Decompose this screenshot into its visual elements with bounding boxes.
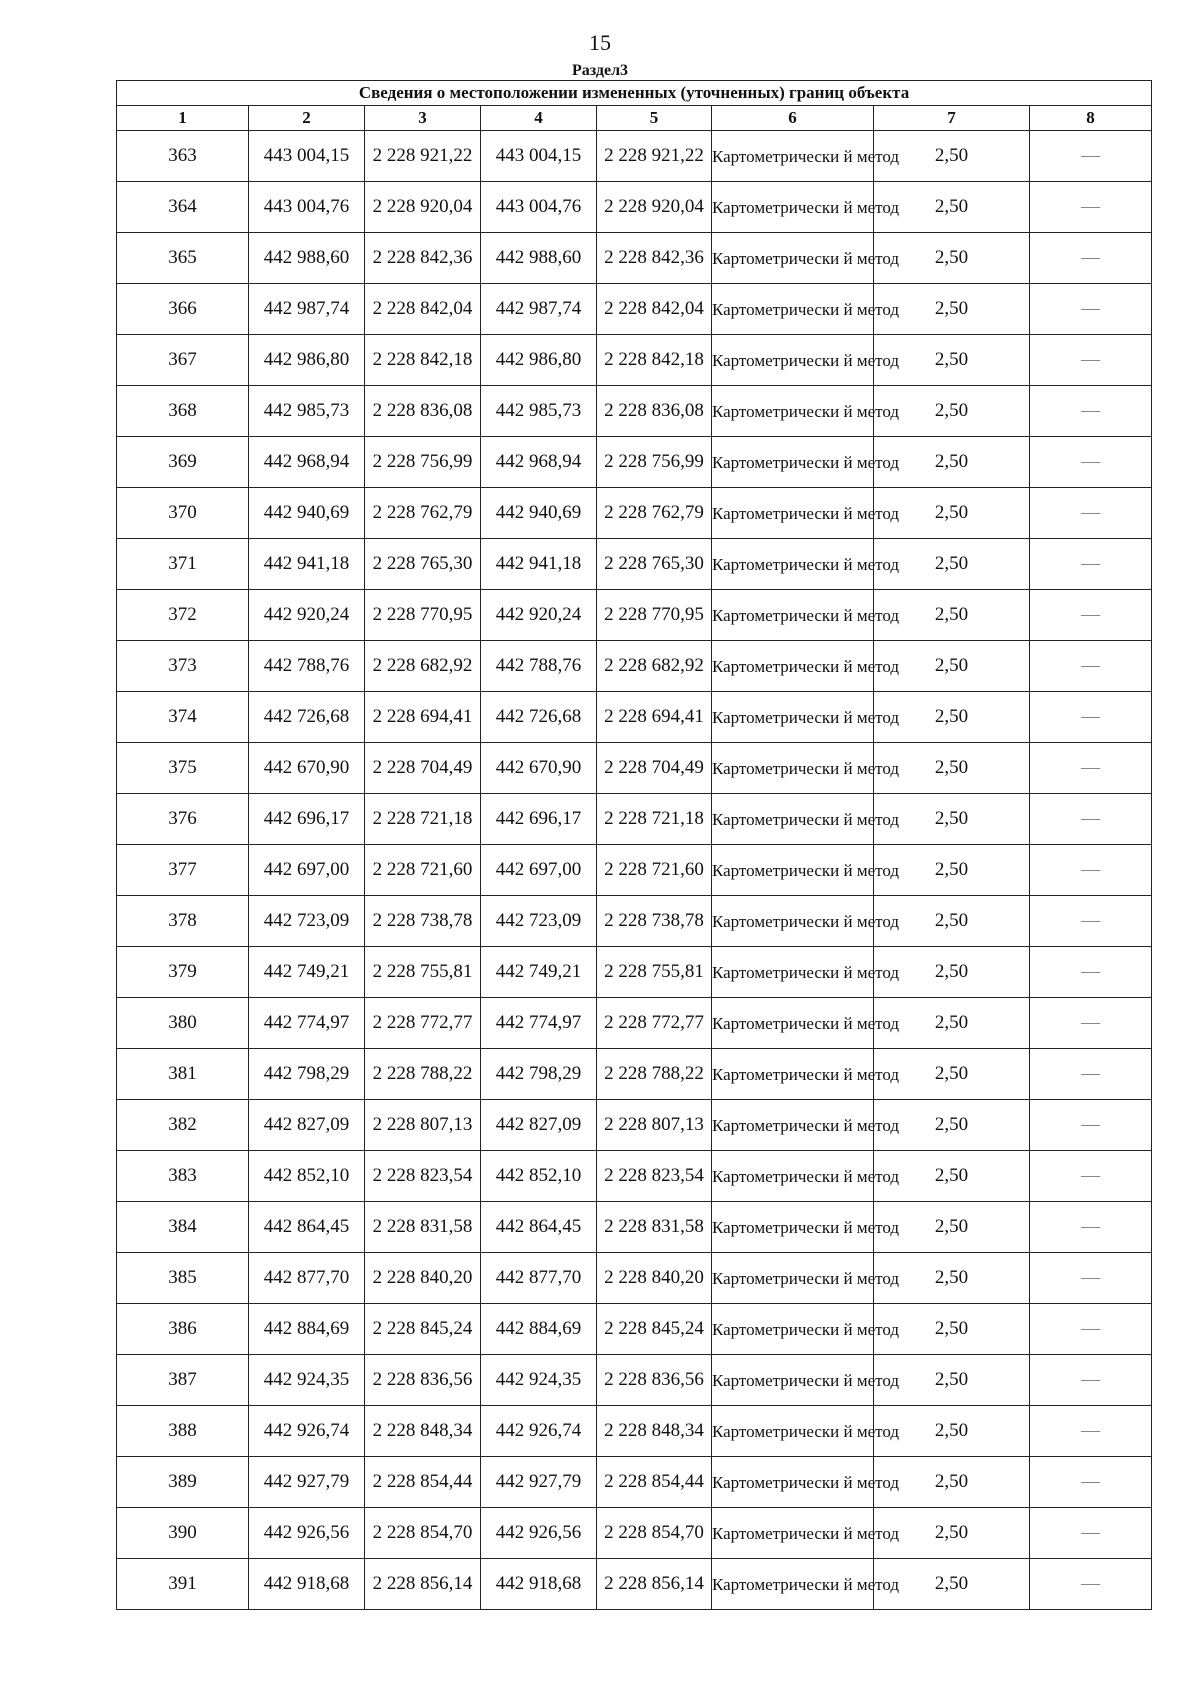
y-new-cell: 2 228 921,22	[597, 131, 712, 182]
x-old-cell: 442 927,79	[249, 1457, 365, 1508]
method-cell: Картометрически й метод	[712, 998, 874, 1049]
y-new-cell: 2 228 920,04	[597, 182, 712, 233]
x-new-cell: 442 941,18	[481, 539, 597, 590]
y-new-cell: 2 228 738,78	[597, 896, 712, 947]
y-old-cell: 2 228 682,92	[365, 641, 481, 692]
y-old-cell: 2 228 738,78	[365, 896, 481, 947]
y-old-cell: 2 228 694,41	[365, 692, 481, 743]
point-number-cell: 389	[117, 1457, 249, 1508]
description-cell: —	[1030, 1457, 1152, 1508]
method-cell: Картометрически й метод	[712, 386, 874, 437]
description-cell: —	[1030, 1559, 1152, 1610]
accuracy-cell: 2,50	[874, 182, 1030, 233]
y-new-cell: 2 228 842,04	[597, 284, 712, 335]
y-old-cell: 2 228 831,58	[365, 1202, 481, 1253]
x-old-cell: 442 749,21	[249, 947, 365, 998]
description-cell: —	[1030, 692, 1152, 743]
table-row	[117, 182, 1152, 233]
y-new-cell: 2 228 682,92	[597, 641, 712, 692]
accuracy-cell: 2,50	[874, 1355, 1030, 1406]
method-cell: Картометрически й метод	[712, 437, 874, 488]
table-row	[117, 1253, 1152, 1304]
point-number-cell: 381	[117, 1049, 249, 1100]
method-cell: Картометрически й метод	[712, 590, 874, 641]
y-old-cell: 2 228 920,04	[365, 182, 481, 233]
method-cell: Картометрически й метод	[712, 1355, 874, 1406]
table-row	[117, 488, 1152, 539]
method-cell: Картометрически й метод	[712, 845, 874, 896]
x-new-cell: 442 774,97	[481, 998, 597, 1049]
table-row	[117, 641, 1152, 692]
coordinates-table	[116, 80, 1152, 1610]
accuracy-cell: 2,50	[874, 1457, 1030, 1508]
method-cell: Картометрически й метод	[712, 1304, 874, 1355]
accuracy-cell: 2,50	[874, 845, 1030, 896]
y-old-cell: 2 228 836,56	[365, 1355, 481, 1406]
table-row	[117, 845, 1152, 896]
method-cell: Картометрически й метод	[712, 896, 874, 947]
point-number-cell: 373	[117, 641, 249, 692]
table-row	[117, 1559, 1152, 1610]
description-cell: —	[1030, 794, 1152, 845]
description-cell: —	[1030, 488, 1152, 539]
y-new-cell: 2 228 845,24	[597, 1304, 712, 1355]
accuracy-cell: 2,50	[874, 590, 1030, 641]
x-old-cell: 442 926,74	[249, 1406, 365, 1457]
description-cell: —	[1030, 1202, 1152, 1253]
accuracy-cell: 2,50	[874, 1508, 1030, 1559]
y-old-cell: 2 228 756,99	[365, 437, 481, 488]
x-new-cell: 442 924,35	[481, 1355, 597, 1406]
y-old-cell: 2 228 704,49	[365, 743, 481, 794]
y-new-cell: 2 228 842,18	[597, 335, 712, 386]
y-new-cell: 2 228 721,60	[597, 845, 712, 896]
method-cell: Картометрически й метод	[712, 284, 874, 335]
table-row	[117, 1508, 1152, 1559]
x-new-cell: 442 987,74	[481, 284, 597, 335]
y-old-cell: 2 228 848,34	[365, 1406, 481, 1457]
point-number-cell: 382	[117, 1100, 249, 1151]
x-new-cell: 442 985,73	[481, 386, 597, 437]
point-number-cell: 391	[117, 1559, 249, 1610]
table-row	[117, 896, 1152, 947]
x-new-cell: 442 788,76	[481, 641, 597, 692]
method-cell: Картометрически й метод	[712, 743, 874, 794]
x-old-cell: 442 774,97	[249, 998, 365, 1049]
table-row	[117, 437, 1152, 488]
method-cell: Картометрически й метод	[712, 1457, 874, 1508]
table-row	[117, 1100, 1152, 1151]
x-old-cell: 442 940,69	[249, 488, 365, 539]
table-row	[117, 692, 1152, 743]
x-new-cell: 442 798,29	[481, 1049, 597, 1100]
column-number: 2	[249, 106, 365, 131]
point-number-cell: 364	[117, 182, 249, 233]
x-new-cell: 443 004,15	[481, 131, 597, 182]
y-new-cell: 2 228 807,13	[597, 1100, 712, 1151]
y-new-cell: 2 228 721,18	[597, 794, 712, 845]
point-number-cell: 365	[117, 233, 249, 284]
accuracy-cell: 2,50	[874, 335, 1030, 386]
x-old-cell: 443 004,76	[249, 182, 365, 233]
point-number-cell: 376	[117, 794, 249, 845]
accuracy-cell: 2,50	[874, 233, 1030, 284]
method-cell: Картометрически й метод	[712, 539, 874, 590]
x-old-cell: 442 723,09	[249, 896, 365, 947]
method-cell: Картометрически й метод	[712, 794, 874, 845]
accuracy-cell: 2,50	[874, 437, 1030, 488]
point-number-cell: 383	[117, 1151, 249, 1202]
x-new-cell: 442 696,17	[481, 794, 597, 845]
x-new-cell: 442 852,10	[481, 1151, 597, 1202]
point-number-cell: 366	[117, 284, 249, 335]
y-new-cell: 2 228 788,22	[597, 1049, 712, 1100]
x-new-cell: 442 723,09	[481, 896, 597, 947]
accuracy-cell: 2,50	[874, 1202, 1030, 1253]
description-cell: —	[1030, 437, 1152, 488]
accuracy-cell: 2,50	[874, 896, 1030, 947]
table-row	[117, 233, 1152, 284]
method-cell: Картометрически й метод	[712, 1151, 874, 1202]
column-number: 1	[117, 106, 249, 131]
description-cell: —	[1030, 845, 1152, 896]
x-new-cell: 442 988,60	[481, 233, 597, 284]
table-row	[117, 794, 1152, 845]
x-old-cell: 442 987,74	[249, 284, 365, 335]
y-new-cell: 2 228 831,58	[597, 1202, 712, 1253]
x-new-cell: 442 926,56	[481, 1508, 597, 1559]
description-cell: —	[1030, 1100, 1152, 1151]
x-old-cell: 442 697,00	[249, 845, 365, 896]
y-old-cell: 2 228 854,70	[365, 1508, 481, 1559]
x-new-cell: 442 940,69	[481, 488, 597, 539]
description-cell: —	[1030, 896, 1152, 947]
x-old-cell: 442 968,94	[249, 437, 365, 488]
x-new-cell: 442 697,00	[481, 845, 597, 896]
y-new-cell: 2 228 836,56	[597, 1355, 712, 1406]
method-cell: Картометрически й метод	[712, 1100, 874, 1151]
accuracy-cell: 2,50	[874, 743, 1030, 794]
table-row	[117, 131, 1152, 182]
y-old-cell: 2 228 856,14	[365, 1559, 481, 1610]
x-old-cell: 443 004,15	[249, 131, 365, 182]
x-old-cell: 442 986,80	[249, 335, 365, 386]
description-cell: —	[1030, 386, 1152, 437]
x-new-cell: 442 877,70	[481, 1253, 597, 1304]
y-new-cell: 2 228 772,77	[597, 998, 712, 1049]
description-cell: —	[1030, 1151, 1152, 1202]
accuracy-cell: 2,50	[874, 386, 1030, 437]
point-number-cell: 379	[117, 947, 249, 998]
x-old-cell: 442 941,18	[249, 539, 365, 590]
x-new-cell: 442 827,09	[481, 1100, 597, 1151]
y-old-cell: 2 228 823,54	[365, 1151, 481, 1202]
description-cell: —	[1030, 590, 1152, 641]
table-row	[117, 335, 1152, 386]
x-old-cell: 442 988,60	[249, 233, 365, 284]
table-caption-row	[117, 81, 1152, 106]
x-old-cell: 442 924,35	[249, 1355, 365, 1406]
y-old-cell: 2 228 765,30	[365, 539, 481, 590]
y-new-cell: 2 228 704,49	[597, 743, 712, 794]
x-old-cell: 442 827,09	[249, 1100, 365, 1151]
y-old-cell: 2 228 842,18	[365, 335, 481, 386]
method-cell: Картометрически й метод	[712, 182, 874, 233]
accuracy-cell: 2,50	[874, 131, 1030, 182]
point-number-cell: 390	[117, 1508, 249, 1559]
column-number: 4	[481, 106, 597, 131]
y-old-cell: 2 228 807,13	[365, 1100, 481, 1151]
description-cell: —	[1030, 1355, 1152, 1406]
table-row	[117, 1151, 1152, 1202]
accuracy-cell: 2,50	[874, 1151, 1030, 1202]
point-number-cell: 369	[117, 437, 249, 488]
y-old-cell: 2 228 770,95	[365, 590, 481, 641]
description-cell: —	[1030, 335, 1152, 386]
point-number-cell: 371	[117, 539, 249, 590]
accuracy-cell: 2,50	[874, 1253, 1030, 1304]
accuracy-cell: 2,50	[874, 539, 1030, 590]
accuracy-cell: 2,50	[874, 1304, 1030, 1355]
x-new-cell: 442 884,69	[481, 1304, 597, 1355]
y-new-cell: 2 228 856,14	[597, 1559, 712, 1610]
table-row	[117, 1202, 1152, 1253]
accuracy-cell: 2,50	[874, 284, 1030, 335]
description-cell: —	[1030, 182, 1152, 233]
method-cell: Картометрически й метод	[712, 692, 874, 743]
column-number: 7	[874, 106, 1030, 131]
method-cell: Картометрически й метод	[712, 1202, 874, 1253]
x-new-cell: 442 927,79	[481, 1457, 597, 1508]
y-old-cell: 2 228 721,18	[365, 794, 481, 845]
point-number-cell: 378	[117, 896, 249, 947]
y-old-cell: 2 228 845,24	[365, 1304, 481, 1355]
x-new-cell: 443 004,76	[481, 182, 597, 233]
description-cell: —	[1030, 233, 1152, 284]
method-cell: Картометрически й метод	[712, 488, 874, 539]
method-cell: Картометрически й метод	[712, 1049, 874, 1100]
description-cell: —	[1030, 1406, 1152, 1457]
x-new-cell: 442 864,45	[481, 1202, 597, 1253]
accuracy-cell: 2,50	[874, 641, 1030, 692]
x-old-cell: 442 920,24	[249, 590, 365, 641]
description-cell: —	[1030, 998, 1152, 1049]
method-cell: Картометрически й метод	[712, 335, 874, 386]
point-number-cell: 363	[117, 131, 249, 182]
table-row	[117, 284, 1152, 335]
y-old-cell: 2 228 842,04	[365, 284, 481, 335]
accuracy-cell: 2,50	[874, 1406, 1030, 1457]
x-old-cell: 442 798,29	[249, 1049, 365, 1100]
y-old-cell: 2 228 755,81	[365, 947, 481, 998]
x-new-cell: 442 918,68	[481, 1559, 597, 1610]
description-cell: —	[1030, 641, 1152, 692]
y-new-cell: 2 228 823,54	[597, 1151, 712, 1202]
method-cell: Картометрически й метод	[712, 641, 874, 692]
x-old-cell: 442 696,17	[249, 794, 365, 845]
table-caption: Сведения о местоположении измененных (уточненных) границ объекта	[117, 81, 1152, 106]
accuracy-cell: 2,50	[874, 692, 1030, 743]
y-old-cell: 2 228 762,79	[365, 488, 481, 539]
table-row	[117, 947, 1152, 998]
table-row	[117, 1457, 1152, 1508]
x-new-cell: 442 920,24	[481, 590, 597, 641]
y-new-cell: 2 228 756,99	[597, 437, 712, 488]
description-cell: —	[1030, 947, 1152, 998]
method-cell: Картометрически й метод	[712, 1406, 874, 1457]
x-old-cell: 442 926,56	[249, 1508, 365, 1559]
y-new-cell: 2 228 694,41	[597, 692, 712, 743]
y-new-cell: 2 228 840,20	[597, 1253, 712, 1304]
table-row	[117, 590, 1152, 641]
point-number-cell: 368	[117, 386, 249, 437]
description-cell: —	[1030, 1508, 1152, 1559]
table-row	[117, 1049, 1152, 1100]
y-old-cell: 2 228 772,77	[365, 998, 481, 1049]
accuracy-cell: 2,50	[874, 488, 1030, 539]
x-new-cell: 442 670,90	[481, 743, 597, 794]
description-cell: —	[1030, 1049, 1152, 1100]
x-old-cell: 442 852,10	[249, 1151, 365, 1202]
point-number-cell: 380	[117, 998, 249, 1049]
description-cell: —	[1030, 131, 1152, 182]
method-cell: Картометрически й метод	[712, 947, 874, 998]
point-number-cell: 367	[117, 335, 249, 386]
point-number-cell: 385	[117, 1253, 249, 1304]
description-cell: —	[1030, 1304, 1152, 1355]
y-new-cell: 2 228 765,30	[597, 539, 712, 590]
table-row	[117, 386, 1152, 437]
point-number-cell: 387	[117, 1355, 249, 1406]
y-old-cell: 2 228 836,08	[365, 386, 481, 437]
description-cell: —	[1030, 284, 1152, 335]
method-cell: Картометрически й метод	[712, 131, 874, 182]
method-cell: Картометрически й метод	[712, 1559, 874, 1610]
accuracy-cell: 2,50	[874, 1049, 1030, 1100]
point-number-cell: 375	[117, 743, 249, 794]
point-number-cell: 384	[117, 1202, 249, 1253]
column-number: 8	[1030, 106, 1152, 131]
description-cell: —	[1030, 539, 1152, 590]
x-new-cell: 442 968,94	[481, 437, 597, 488]
y-old-cell: 2 228 721,60	[365, 845, 481, 896]
table-row	[117, 1406, 1152, 1457]
y-old-cell: 2 228 840,20	[365, 1253, 481, 1304]
description-cell: —	[1030, 1253, 1152, 1304]
y-new-cell: 2 228 854,44	[597, 1457, 712, 1508]
y-new-cell: 2 228 762,79	[597, 488, 712, 539]
table-row	[117, 539, 1152, 590]
description-cell: —	[1030, 743, 1152, 794]
method-cell: Картометрически й метод	[712, 233, 874, 284]
y-new-cell: 2 228 770,95	[597, 590, 712, 641]
x-old-cell: 442 884,69	[249, 1304, 365, 1355]
y-new-cell: 2 228 848,34	[597, 1406, 712, 1457]
x-new-cell: 442 986,80	[481, 335, 597, 386]
method-cell: Картометрически й метод	[712, 1508, 874, 1559]
x-old-cell: 442 985,73	[249, 386, 365, 437]
accuracy-cell: 2,50	[874, 1100, 1030, 1151]
x-old-cell: 442 726,68	[249, 692, 365, 743]
column-number: 5	[597, 106, 712, 131]
column-number: 6	[712, 106, 874, 131]
y-new-cell: 2 228 755,81	[597, 947, 712, 998]
y-old-cell: 2 228 854,44	[365, 1457, 481, 1508]
point-number-cell: 372	[117, 590, 249, 641]
y-old-cell: 2 228 788,22	[365, 1049, 481, 1100]
point-number-cell: 388	[117, 1406, 249, 1457]
x-old-cell: 442 864,45	[249, 1202, 365, 1253]
point-number-cell: 370	[117, 488, 249, 539]
accuracy-cell: 2,50	[874, 1559, 1030, 1610]
point-number-cell: 377	[117, 845, 249, 896]
x-new-cell: 442 926,74	[481, 1406, 597, 1457]
point-number-cell: 386	[117, 1304, 249, 1355]
section-title: Раздел3	[571, 62, 629, 79]
y-new-cell: 2 228 854,70	[597, 1508, 712, 1559]
column-number-row	[117, 106, 1152, 131]
accuracy-cell: 2,50	[874, 794, 1030, 845]
y-new-cell: 2 228 842,36	[597, 233, 712, 284]
x-old-cell: 442 918,68	[249, 1559, 365, 1610]
x-new-cell: 442 726,68	[481, 692, 597, 743]
x-new-cell: 442 749,21	[481, 947, 597, 998]
x-old-cell: 442 788,76	[249, 641, 365, 692]
table-row	[117, 743, 1152, 794]
accuracy-cell: 2,50	[874, 998, 1030, 1049]
table-row	[117, 998, 1152, 1049]
y-old-cell: 2 228 842,36	[365, 233, 481, 284]
y-new-cell: 2 228 836,08	[597, 386, 712, 437]
accuracy-cell: 2,50	[874, 947, 1030, 998]
y-old-cell: 2 228 921,22	[365, 131, 481, 182]
point-number-cell: 374	[117, 692, 249, 743]
table-row	[117, 1355, 1152, 1406]
table-row	[117, 1304, 1152, 1355]
x-old-cell: 442 877,70	[249, 1253, 365, 1304]
x-old-cell: 442 670,90	[249, 743, 365, 794]
table-body	[117, 131, 1152, 1610]
column-number: 3	[365, 106, 481, 131]
page-number: 15	[589, 30, 611, 55]
method-cell: Картометрически й метод	[712, 1253, 874, 1304]
